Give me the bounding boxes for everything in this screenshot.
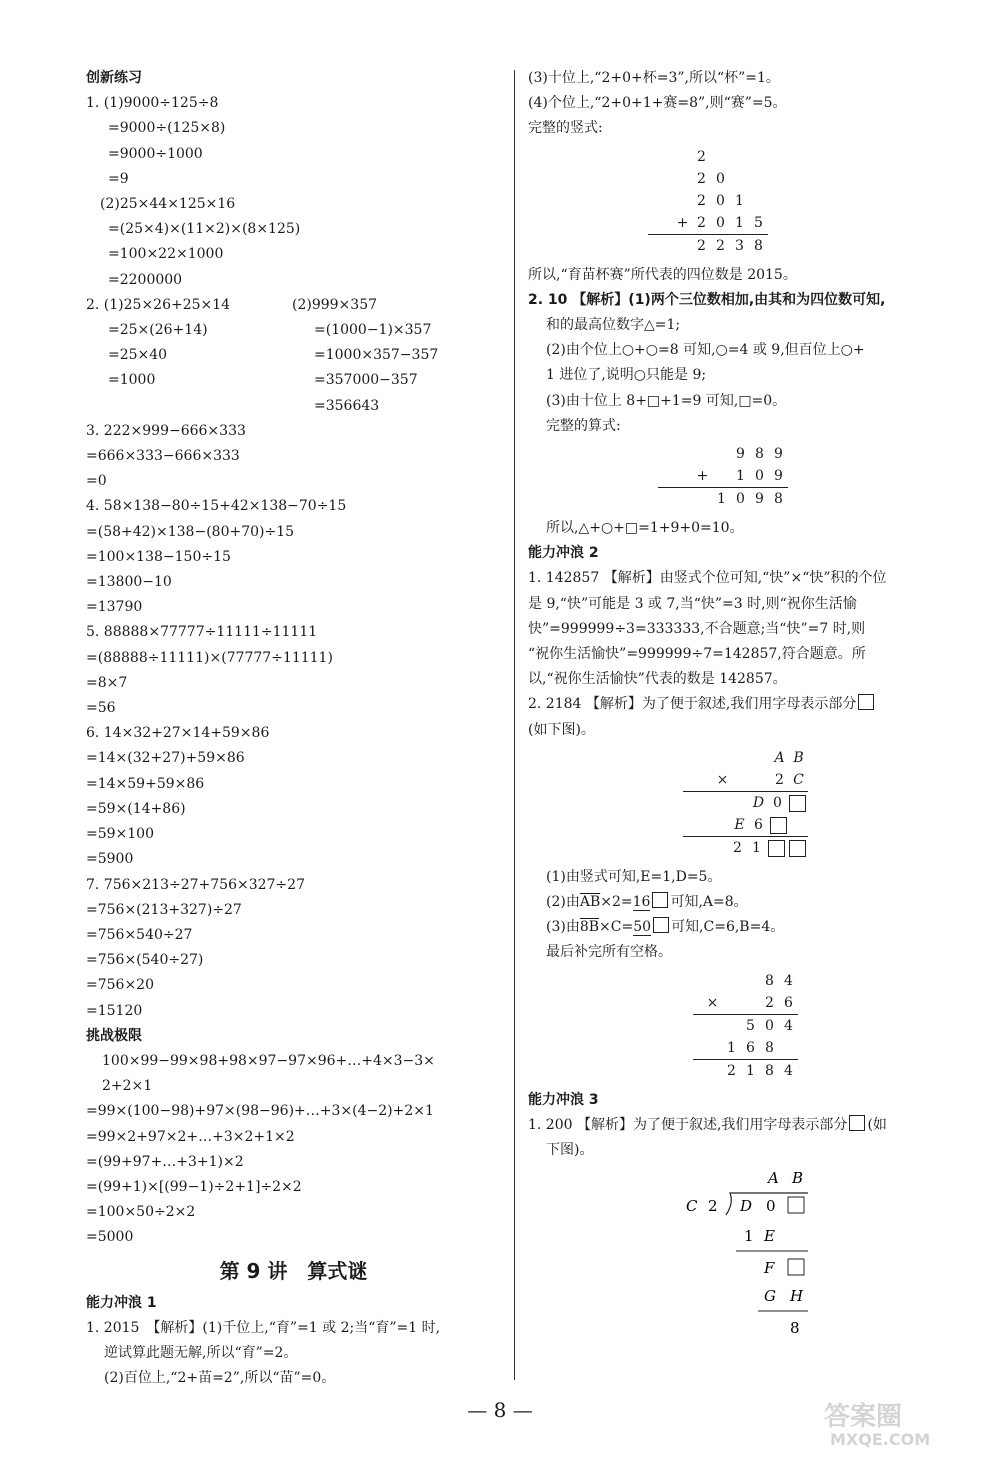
text-segment (108, 394, 314, 419)
text-line: (如下图)。 (528, 721, 595, 738)
vertical-multiplication-letters: A B × 2 C D 0 E 6 2 1 (528, 747, 808, 859)
text-line: 2+2×1 (102, 1078, 153, 1095)
text-line: =100×50÷2×2 (86, 1204, 196, 1221)
text-line: =2200000 (108, 271, 183, 288)
section-heading: 挑战极限 (86, 1027, 142, 1044)
text-line: =5000 (86, 1229, 134, 1246)
text-line: 完整的竖式: (528, 120, 603, 137)
dividend-digit: 0 (766, 1197, 776, 1216)
text-segment: (2)999×357 (292, 296, 378, 313)
text-line: =8×7 (86, 674, 128, 691)
section-heading: 创新练习 (86, 70, 142, 86)
text-line-pair (86, 318, 501, 343)
text-line: 完整的算式: (546, 417, 621, 434)
text-line: =756×540÷27 (86, 926, 193, 943)
text-line: =(99+1)×[(99−1)÷2+1]÷2×2 (86, 1178, 302, 1195)
text-line: =9000÷1000 (108, 145, 203, 162)
text-line: (3)十位上,“2+0+杯=3”,所以“杯”=1。 (528, 70, 780, 86)
blank-square-icon (858, 694, 874, 710)
vertical-addition-989: 9 8 9 + 1 0 9 1 0 9 8 (528, 443, 788, 510)
blank-square-icon (849, 1115, 865, 1131)
text-line: =756×(540÷27) (86, 952, 204, 969)
text-line: =0 (86, 473, 107, 490)
vertical-multiplication-2184: 8 4 × 2 6 5 0 4 1 6 8 2 1 8 4 (528, 970, 798, 1082)
text-line: (2)由个位上○+○=8 可知,○=4 或 9,但百位上○+ (546, 342, 865, 359)
text-segment: =25×(26+14) (108, 322, 208, 339)
text-line: =(99+97+…+3+1)×2 (86, 1153, 244, 1170)
text-line: =(58+42)×138−(80+70)÷15 (86, 523, 295, 540)
section-heading: 能力冲浪 1 (86, 1294, 157, 1311)
text-line: =(25×4)×(11×2)×(8×125) (108, 221, 301, 238)
text-line: =666×333−666×333 (86, 448, 240, 465)
left-column (86, 66, 501, 1391)
text-line: 1. 200 【解析】为了便于叙述,我们用字母表示部分 (如 (528, 1116, 887, 1133)
lecture-title: 第 9 讲 算式谜 (219, 1258, 368, 1283)
step-digit: G (764, 1287, 776, 1306)
text-line: 快”=999999÷3=333333,不合题意;当“快”=7 时,则 (528, 620, 866, 637)
long-division-diagram (528, 1167, 948, 1337)
text-segment: =1000 (108, 372, 156, 389)
text-line: 逆试算此题无解,所以“育”=2。 (104, 1344, 298, 1361)
column-divider (514, 70, 515, 1380)
text-line: 1. 2015 【解析】(1)千位上,“育”=1 或 2;当“育”=1 时, (86, 1319, 441, 1336)
text-line: =99×(100−98)+97×(98−96)+…+3×(4−2)+2×1 (86, 1103, 434, 1120)
text-line: 1. 142857 【解析】由竖式个位可知,“快”×“快”积的个位 (528, 570, 887, 587)
step-digit: E (764, 1227, 775, 1246)
text-line: 最后补完所有空格。 (546, 944, 672, 961)
text-line: =13800−10 (86, 574, 172, 591)
text-line: (2)25×44×125×16 (100, 196, 236, 213)
text-line: (1)由竖式可知,E=1,D=5。 (546, 868, 722, 885)
text-line: =13790 (86, 599, 143, 616)
text-line: (4)个位上,“2+0+1+赛=8”,则“赛”=5。 (528, 95, 787, 112)
text-line-pair (86, 343, 501, 368)
text-line: =9 (108, 170, 129, 187)
text-line: =5900 (86, 851, 134, 868)
text-line: 7. 756×213÷27+756×327÷27 (86, 876, 305, 893)
text-line: 5. 88888×77777÷11111÷11111 (86, 624, 318, 641)
text-line: 1 进位了,说明○只能是 9; (546, 367, 707, 384)
text-line: =15120 (86, 1002, 143, 1019)
section-heading: 能力冲浪 3 (528, 1091, 599, 1108)
step-digit: H (790, 1287, 804, 1306)
svg-text:MXQE.COM: MXQE.COM (830, 1430, 931, 1449)
text-line: 以,“祝你生活愉快”代表的数是 142857。 (528, 671, 787, 688)
text-line: =59×(14+86) (86, 800, 186, 817)
text-line: 4. 58×138−80÷15+42×138−70÷15 (86, 498, 347, 515)
divisor-digit: 2 (708, 1197, 718, 1216)
text-segment: =25×40 (108, 347, 168, 364)
text-segment: =357000−357 (314, 372, 418, 389)
text-line: =9000÷(125×8) (108, 120, 226, 137)
watermark-logo (820, 1395, 985, 1450)
blank-square-icon (652, 892, 668, 908)
text-line: =14×59+59×86 (86, 775, 205, 792)
text-line: 2. 10 【解析】(1)两个三位数相加,由其和为四位数可知, (528, 291, 886, 308)
text-line: (2)百位上,“2+苗=2”,所以“苗”=0。 (104, 1370, 336, 1387)
text-line: “祝你生活愉快”=999999÷7=142857,符合题意。所 (528, 646, 866, 663)
divisor-digit: C (686, 1197, 698, 1216)
step-digit: 1 (744, 1227, 754, 1246)
text-line: 下图)。 (546, 1142, 594, 1159)
text-line: =56 (86, 700, 116, 717)
text-line: =59×100 (86, 826, 154, 843)
text-line: (2)由$\overline{AB}\times 2=16$ 可知,A=8。 (546, 894, 748, 911)
text-line: 是 9,“快”可能是 3 或 7,当“快”=3 时,则“祝你生活愉 (528, 595, 857, 612)
text-segment: 2. (1)25×26+25×14 (86, 296, 231, 313)
text-line: =99×2+97×2+…+3×2+1×2 (86, 1128, 295, 1145)
text-line-pair (86, 293, 501, 318)
text-line: (3)由8B×C=50 可知,C=6,B=4。 (546, 919, 785, 936)
right-column (528, 66, 948, 1337)
text-line: 6. 14×32+27×14+59×86 (86, 725, 270, 742)
text-line: 2. 2184 【解析】为了便于叙述,我们用字母表示部分 (528, 692, 948, 717)
page-number: — 8 — (467, 1398, 533, 1422)
section-heading: 能力冲浪 2 (528, 545, 599, 562)
text-segment: =1000×357−357 (314, 347, 439, 364)
text-segment: =356643 (314, 397, 380, 414)
blank-square-icon (653, 917, 669, 933)
quotient-digit: A (768, 1169, 779, 1188)
text-line-pair (86, 368, 501, 393)
text-line: 和的最高位数字△=1; (546, 317, 681, 334)
text-line: 1. (1)9000÷125÷8 (86, 95, 219, 112)
remainder-digit: 8 (790, 1319, 800, 1338)
text-segment: =(1000−1)×357 (314, 322, 432, 339)
text-line: =14×(32+27)+59×86 (86, 750, 245, 767)
text-line: =(88888÷11111)×(77777÷11111) (86, 649, 333, 666)
step-digit: F (764, 1259, 775, 1278)
text-line: =756×20 (86, 977, 154, 994)
text-line: =100×138−150÷15 (86, 548, 231, 565)
text-line: =756×(213+327)÷27 (86, 901, 242, 918)
text-line: 3. 222×999−666×333 (86, 422, 246, 439)
text-line: 所以,“育苗杯赛”所代表的四位数是 2015。 (528, 266, 797, 283)
svg-text:答案圈: 答案圈 (824, 1402, 903, 1432)
vertical-addition-2015: 2 2 0 2 0 1 + 2 0 1 5 2 2 3 8 (528, 146, 768, 257)
quotient-digit: B (792, 1169, 804, 1188)
text-line: 所以,△+○+□=1+9+0=10。 (546, 520, 744, 537)
text-line: 100×99−99×98+98×97−97×96+…+4×3−3× (102, 1052, 435, 1069)
text-line: (3)由十位上 8+□+1=9 可知,□=0。 (546, 392, 787, 409)
dividend-digit: D (740, 1197, 753, 1216)
text-line-pair (86, 394, 501, 419)
text-line: =100×22×1000 (108, 246, 224, 263)
